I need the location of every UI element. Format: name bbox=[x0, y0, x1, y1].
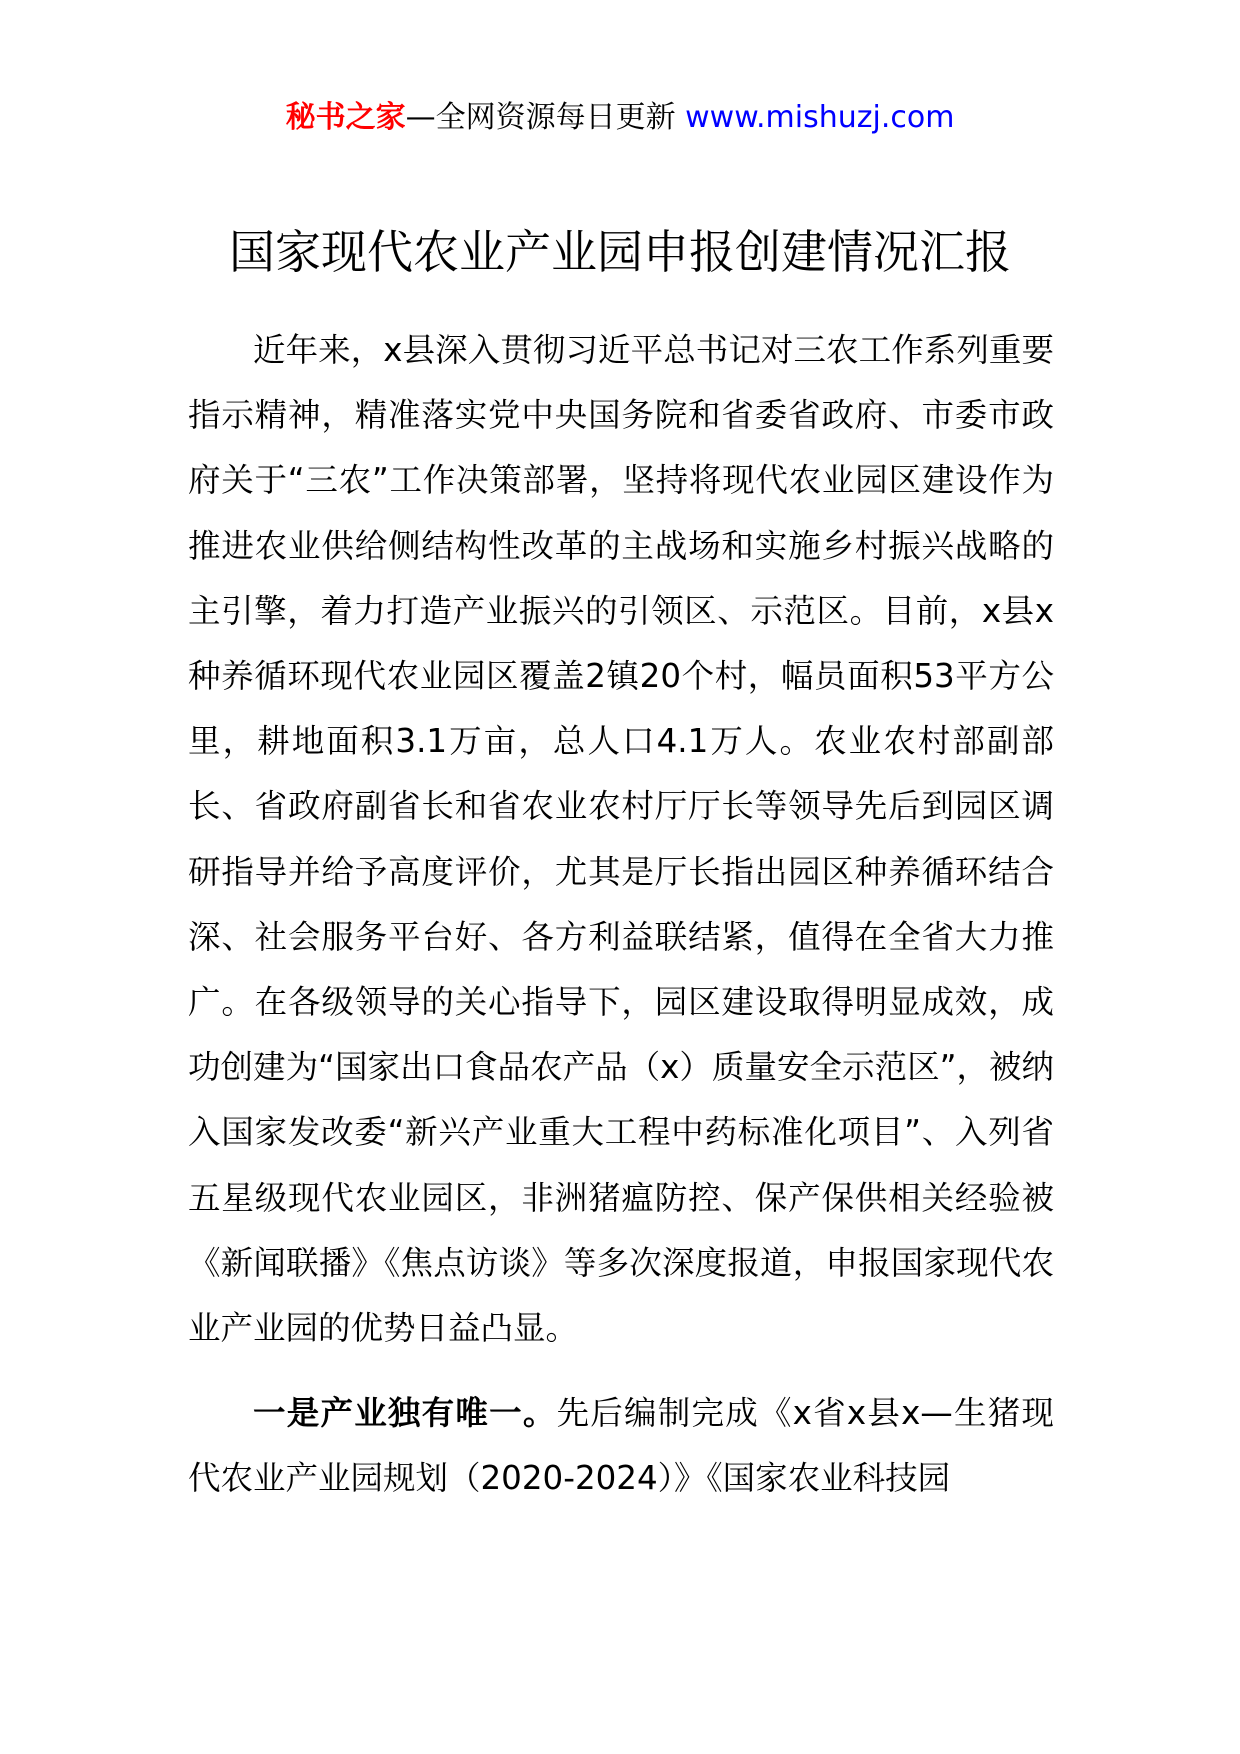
body-paragraph-intro: 近年来，x县深入贯彻习近平总书记对三农工作系列重要指示精神，精准落实党中央国务院和省委省政府、市委市政府关于“三农”工作决策部署，坚持将现代农业园区建设作为推进农业供给侧结构性改革的主战场和实施乡村振兴战略的主引擎，着力打造产业振兴的引领区、示范区。目前，x县x种养循环现代农业园区覆盖2镇20个村，幅员面积53平方公里，耕地面积3.1万亩，总人口4.1万人。农业农村部副部长、省政府副省长和省农业农村厅厅长等领导先后到园区调研指导并给予高度评价，尤其是厅长指出园区种养循环结合深、社会服务平台好、各方利益联结紧，值得在全省大力推广。在各级领导的关心指导下，园区建设取得明显成效，成功创建为“国家出口食品农产品（x）质量安全示范区”，被纳入国家发改委“新兴产业重大工程中药标准化项目”、入列省五星级现代农业园区，非洲猪瘟防控、保产保供相关经验被《新闻联播》《焦点访谈》等多次深度报道，申报国家现代农业产业园的优势日益凸显。 bbox=[188, 331, 1054, 1348]
site-slogan: —全网资源每日更新 bbox=[405, 100, 676, 135]
document-title: 国家现代农业产业园申报创建情况汇报 bbox=[229, 225, 1011, 279]
paragraph-text: 先后编制完成《x省x县x—生猪现代农业产业园规划（2020-2024）》《国家农业科技园 bbox=[188, 1394, 1054, 1498]
paragraph-lead-heading: 一是产业独有唯一。 bbox=[253, 1394, 557, 1433]
site-url-link[interactable]: www.mishuzj.com bbox=[685, 100, 955, 135]
site-brand: 秘书之家 bbox=[285, 100, 406, 135]
document-body bbox=[188, 318, 1054, 1512]
body-paragraph-industry bbox=[188, 1381, 1054, 1511]
site-header bbox=[0, 98, 1240, 138]
